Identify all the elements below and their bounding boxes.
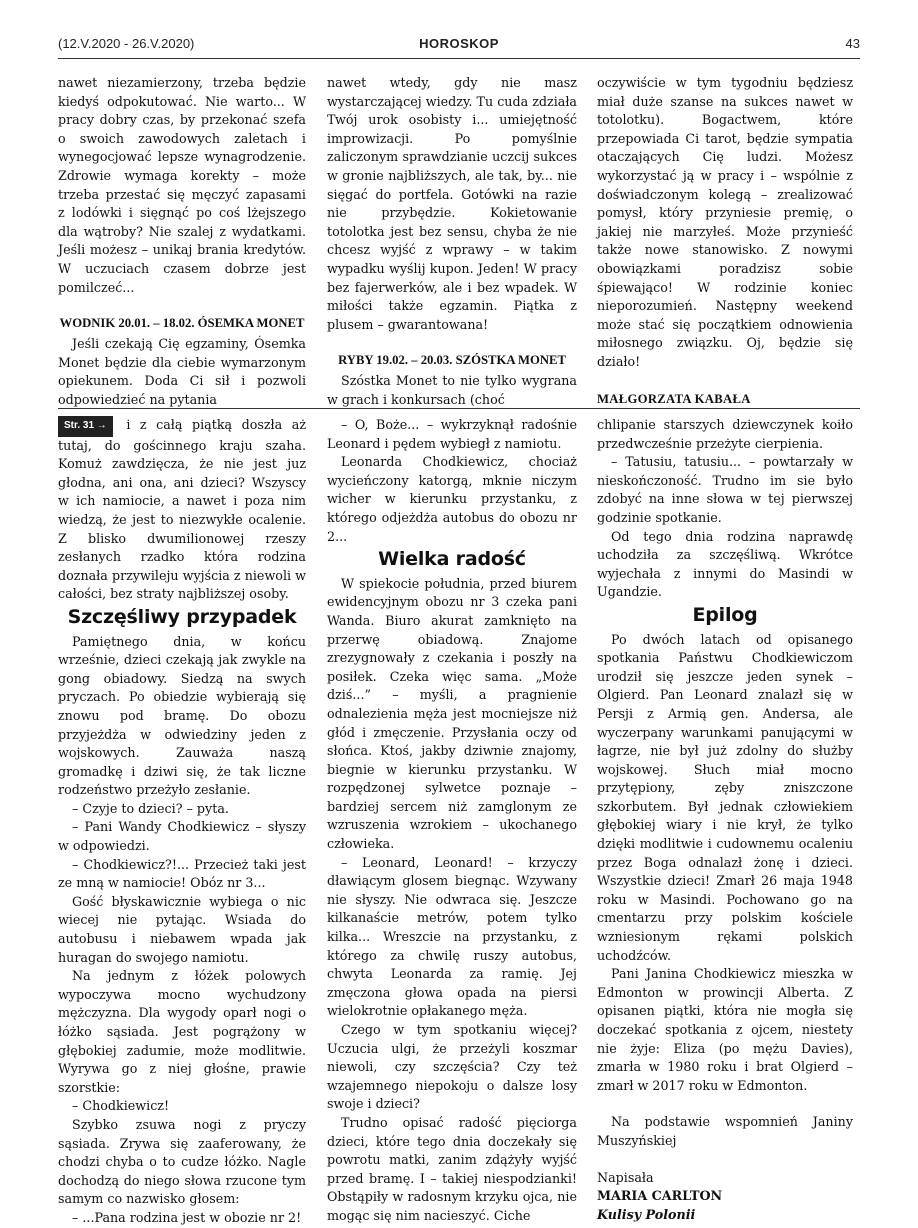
continued-from-badge[interactable]: Str. 31 → xyxy=(58,416,113,437)
story-text: Pamiętnego dnia, w końcu wrześnie, dzieci czekają jak zwykle na gong obiadowy. Siedzą na swych pryczach. Po obiedzie wybierają się znowu pod bramę. Do obozu przyjeżdża w odwiedziny jeden z wojskowych. Zauważa naszą gromadkę i dziwi się, że tak liczne rodzeństwo przeżyło zesłanie. xyxy=(58,633,306,798)
subheading-wielka-radosc: Wielka radość xyxy=(378,548,526,571)
subheading-epilog: Epilog xyxy=(692,603,758,626)
story-text: – Leonard, Leonard! – krzyczy dławiącym glosem biegnąc. Wzywany nie słyszy. Nie odwraca się. Jeszcze kilkanaście metrów, potem tylko kilka... Wreszcie na przystanku, z którego za chwilę ruszy autobus, chwyta Leonarda za ramię. Jej zmęczona głowa opada na piersi wielokrotnie opłakanego męża. xyxy=(327,854,577,1019)
story-text: – Pani Wandy Chodkiewicz – słyszy w odpowiedzi. xyxy=(58,819,306,854)
story-text: i z całą piątką doszła aż tutaj, do gościnnego kraju szaha. Komuż zawdzięcza, że nie jest juz głodna, ani ona, ani dzieci? Wszyscy w ich namiocie, a nawet i poza nim wiedzą, że jest to niezwykłe ocalenie. Z blisko dwumilionowej rzeszy zesłanych rzadko która rodzina doznała przywileju wyjścia z niewoli w całości, bez straty najbliższej osoby. xyxy=(58,417,306,602)
section-title: HOROSKOP xyxy=(419,36,499,51)
story-column-3 xyxy=(597,416,853,1224)
story-text: – Czyje to dzieci? – pyta. xyxy=(72,800,229,816)
story-text: Gość błyskawicznie wybiega o nic wiecej nie pytając. Wsiada do autobusu i niebawem wpada jak huragan do swojego namiotu. xyxy=(58,893,306,965)
story-text: chlipanie starszych dziewczynek koiło przedwcześnie przeżyte cierpienia. xyxy=(597,417,853,451)
credit-label: Napisała xyxy=(597,1169,654,1185)
horoscope-column-2 xyxy=(327,74,577,410)
story-text: Od tego dnia rodzina naprawdę uchodziła za szczęśliwą. Wkrótce wyjechała z innymi do Masindi w Ugandzie. xyxy=(597,528,853,600)
horoscope-author: MAŁGORZATA KABAŁA xyxy=(597,391,751,406)
section-divider xyxy=(58,408,860,409)
story-text: Pani Janina Chodkiewicz mieszka w Edmonton w prowincji Alberta. Z opisanen piątki, która nie mogła się doczekać spotkania z ojcem, niestety nie żyje: Eliza (po mężu Davies), zmarła w 1980 roku i brat Olgierd – zmarł w 2017 roku w Edmonton. xyxy=(597,966,853,1093)
issue-dates: (12.V.2020 - 26.V.2020) xyxy=(58,36,195,51)
story-text: – ...Pana rodzina jest w obozie nr 2! xyxy=(72,1209,302,1225)
story-text: – Chodkiewicz! xyxy=(72,1098,170,1114)
horoscope-text: Szóstka Monet to nie tylko wygrana w grach i konkursach (choć xyxy=(327,373,577,407)
horoscope-column-3 xyxy=(597,74,853,408)
story-source-note: Na podstawie wspomnień Janiny Muszyńskiej xyxy=(597,1114,853,1148)
page-number: 43 xyxy=(845,36,860,51)
sign-heading-ryby: RYBY 19.02. – 20.03. SZÓSTKA MONET xyxy=(338,353,566,368)
story-column-1 xyxy=(58,416,306,1228)
horoscope-text: nawet wtedy, gdy nie masz wystarczającej wiedzy. Tu cuda zdziała Twój urok osobisty i... umiejętność improwizacji. Po pomyślnie zaliczonym sprawdzianie uczcij sukces w gronie najbliższych, ale tak, by... nie sięgać do portfela. Gotówki na razie nie przybędzie. Kokietowanie totolotka jest bez sensu, chyba że nie chcesz wyjść z wprawy – w takim wypadku wyślij kupon. Jeden! W pracy bez fajerwerków, ale i bez wpadek. W miłości także egzamin. Piątka z plusem – gwarantowana! xyxy=(327,75,577,332)
story-text: Po dwóch latach od opisanego spotkania Państwu Chodkiewiczom urodził się jeszcze jeden synek – Olgierd. Pan Leonard znalazł się w Persji z Armią gen. Andersa, ale wyczerpany warunkami panującymi w łagrze, nie był już zdolny do służby wojskowej. Słuch miał mocno przytępiony, zęby zniszczone szkorbutem. Był jednak człowiekiem głębokiej wiary i nie krył, że tylko dzięki modlitwie i cudownemu ocaleniu przez Boga odnalazł żonę i dzieci. Wszystkie dzieci! Zmarł 26 maja 1948 roku w Masindi. Pochowano go na cmentarzu przy polskim kościele wzniesionym rękami polskich uchodźców. xyxy=(597,631,853,963)
sign-heading-wodnik: WODNIK 20.01. – 18.02. ÓSEMKA MONET xyxy=(59,316,305,331)
story-text: Trudno opisać radość pięciorga dzieci, które tego dnia doczekały się powrotu matki, zanim zdążyły wyjść przed bramę. I – takiej niespodzianki! Obstąpiły w radosnym krzyku ojca, nie mogąc się nim nacieszyć. Ciche xyxy=(327,1114,577,1223)
story-text: Czego w tym spotkaniu więcej? Uczucia ulgi, że przeżyli koszmar niewoli, czy szczęścia? Czy też wzajemnego niepokoju o dalsze losy swoje i dzieci? xyxy=(327,1022,577,1112)
horoscope-text: Jeśli czekają Cię egzaminy, Ósemka Monet będzie dla ciebie wymarzonym opiekunem. Doda Ci sił i pozwoli odpowiedzieć na pytania xyxy=(58,336,306,407)
subheading-szczesliwy-przypadek: Szczęśliwy przypadek xyxy=(67,605,297,628)
story-text: Leonarda Chodkiewicz, chociaż wycieńczony katorgą, mknie niczym wicher w kierunku przystanku, z którego odjeżdża autobus do obozu nr 2... xyxy=(327,454,577,544)
horoscope-text: oczywiście w tym tygodniu będziesz miał duże szanse na sukces nawet w totolotku). Bogactwem, które przepowiada Ci tarot, będzie sympatia otaczających Cię ludzi. Możesz wykorzystać ją w pracy i – wspólnie z doświadczonym kolegą – zrealizować pomysł, który przyniesie premię, o jakiej nie marzyłeś. Może przynieść także nowe stanowisko. Z nowymi obowiązkami poradzisz sobie śpiewająco! W rodzinie koniec nieporozumień. Następny weekend może stać się początkiem odnowienia miłosnego związku. Oj, będzie się działo! xyxy=(597,75,853,369)
credit-source: Kulisy Polonii xyxy=(597,1206,696,1222)
credit-author: MARIA CARLTON xyxy=(597,1188,723,1204)
header-rule xyxy=(58,58,860,59)
story-column-2 xyxy=(327,416,577,1226)
story-text: – Tatusiu, tatusiu... – powtarzały w nieskończoność. Trudno im sie było zdobyć na inne słowa w tej pierwszej godzinie spotkanie. xyxy=(597,454,853,525)
story-text: – Chodkiewicz?!... Przecież taki jest ze mną w namiocie! Obóz nr 3... xyxy=(58,856,306,891)
story-text: Szybko zsuwa nogi z pryczy sąsiada. Zrywa się zaaferowany, że chodzi chyba o to cudze łóżko. Nagle dochodzą do niego słowa rzucone tym samym co nazwisko głosem: xyxy=(58,1116,306,1207)
story-text: – O, Boże... – wykrzyknął radośnie Leonard i pędem wybiegł z namiotu. xyxy=(327,417,577,451)
horoscope-text: nawet niezamierzony, trzeba będzie kiedyś odpokutować. Nie warto... W pracy dobry czas, by przekonać szefa o swoich zawodowych zaletach i wynegocjować lepsze wynagrodzenie. Zdrowie wymaga korekty – może trzeba przestać się męczyć zapasami z lodówki i sięgnąć po coś lżejszego dla wątroby? Nie szalej z wydatkami. Jeśli możesz – unikaj brania kredytów. W uczuciach czasem dobrze jest pomilczeć... xyxy=(58,75,306,295)
story-text: Na jednym z łóżek polowych wypoczywa mocno wychudzony mężczyzna. Dla wygody oparł nogi o łóżko sąsiada. Jest pogrążony w głębokiej zadumie, może modlitwie. Wyrywa go z niej głośne, prawie szorstkie: xyxy=(58,968,306,1095)
page-header xyxy=(58,36,860,56)
story-text: W spiekocie południa, przed biurem ewidencyjnym obozu nr 3 czeka pani Wanda. Biuro akurat zamknięto na przerwę obiadową. Znajome zrezygnowały z czekania i poszły na posiłek. Czeka więc sama. „Może dziś...” – myśli, a pragnienie odnalezienia męża jest mocniejsze niż głód i zmęczenie. Przysłania oczy od słońca. Ktoś, jakby dziwnie znajomy, biegnie w kierunku przystanku. W rozpędzonej sylwetce poznaje – bardziej sercem niż zamglonym ze wzruszenia wzrokiem – ukochanego człowieka. xyxy=(327,575,577,852)
horoscope-column-1 xyxy=(58,74,306,410)
